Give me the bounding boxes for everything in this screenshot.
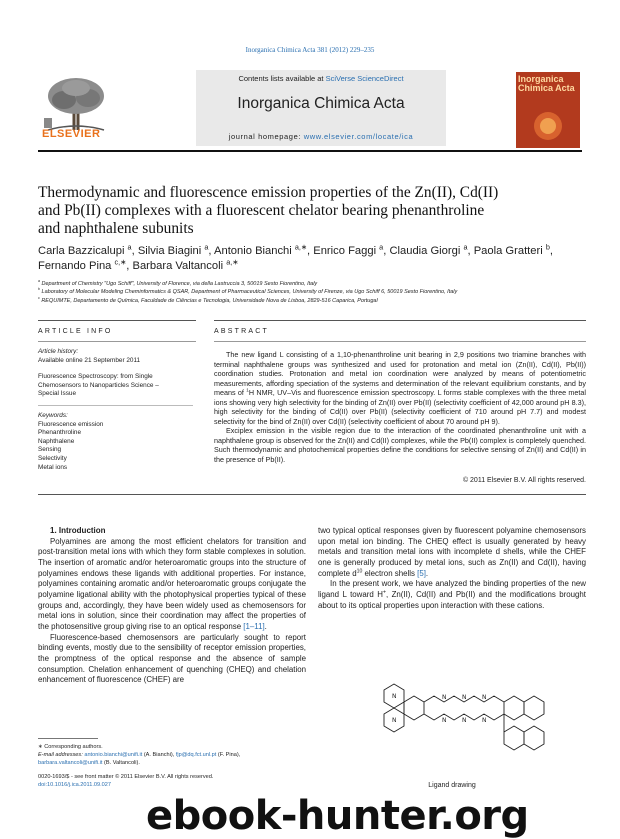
email-link[interactable]: fjp@dq.fct.unl.pt [175, 752, 217, 758]
svg-text:N: N [442, 694, 447, 701]
keyword: Phenanthroline [38, 429, 81, 437]
author[interactable]: Antonio Bianchi $^{a,∗}$ [214, 242, 308, 257]
author-list: Carla Bazzicalupi $^a$, Silvia Biagini $^a$, Antonio Bianchi $^{a,∗}$, Enrico Faggi $^a$, Claudia Giorgi $^a$, Paola Gratteri $^b$, Fernando Pina $^{c,∗}$, Barbara Valtancoli $^{a,∗}$ [38, 242, 553, 272]
abstract-paragraph: The new ligand L consisting of a 1,10-phenanthroline unit bearing in 2,9 positions two triamine branches with terminal naphthalene groups was synthesized and used for protonation and metal ion (Zn(II), Cd(II), Pb(II)) coordination studies. Protonation and metal ion coordination were analyzed by means of potentiometric measurements, affording speciation of the systems and determination of the relevant equilibrium constants, and by means of $^1$H NMR, UV–Vis and fluorescence emission spectroscopy. L forms stable complexes with the three metal ions showing very high selectivity for the binding of Zn(II) over Pb(II) (selectivity coefficient of 42,000 around pH 8.3), high selectivity for the binding of Cd(II) over Pb(II) (selectivity coefficient of 710 around pH 7.7) and modest selectivity for the bind of Zn(II) over Cd(II) (selectivity coefficient of about 70 around pH 9). [214, 350, 586, 426]
affiliation: $^a$ Department of Chemistry "Ugo Schiff", University of Florence, via della Lastruccia 3, 50019 Sesto Fiorentino, Italy [38, 279, 318, 287]
cover-art-icon [524, 108, 572, 144]
svg-text:N: N [462, 694, 467, 701]
body-paragraph: In the present work, we have analyzed the binding properties of the new ligand L toward H+, Zn(II), Cd(II) and Pb(II) and the modifications brought about to its optical properties upon interaction with these cations. [318, 579, 586, 610]
ligand-structure-drawing [370, 658, 550, 773]
email-line: barbara.valtancoli@unifi.it (B. Valtancoli). [38, 760, 140, 766]
article-info-heading: ARTICLE INFO [38, 328, 113, 335]
cover-title: Inorganica Chimica Acta [518, 74, 575, 93]
svg-text:N: N [442, 717, 447, 724]
footnote-rule [38, 738, 98, 739]
drawing-caption: Ligand drawing [428, 782, 476, 789]
article-title [38, 184, 578, 238]
divider [214, 320, 586, 321]
author[interactable]: Barbara Valtancoli $^{a,∗}$ [132, 257, 239, 272]
keyword: Selectivity [38, 454, 67, 462]
keywords-label: Keywords: [38, 411, 68, 419]
author[interactable]: Enrico Faggi $^a$ [313, 242, 384, 257]
author[interactable]: Paola Gratteri $^b$ [473, 242, 550, 257]
issn-line: 0020-1693/$ - see front matter © 2011 Elsevier B.V. All rights reserved. [38, 774, 214, 780]
svg-text:N: N [462, 717, 467, 724]
title-line-1: Thermodynamic and fluorescence emission properties of the Zn(II), Cd(II) [38, 184, 499, 201]
watermark-text: ebook-hunter.org [146, 793, 529, 839]
abstract-paragraph: Exciplex emission in the visible region due to the interaction of the coordinated phenanthroline unit with a naphthalene group is observed for the Zn(II) and Cd(II) complexes, while the Pb(II) complex is completely quenched. Such thermodynamic and photochemical properties define the conditions for selective sensing of Zn(II) and Cd(II) in the presence of Pb(II). [214, 426, 586, 465]
special-issue-line: Fluorescence Spectroscopy: from Single [38, 373, 153, 381]
divider [38, 341, 196, 342]
email-link[interactable]: antonio.bianchi@unifi.it [84, 752, 143, 758]
title-line-2: and Pb(II) complexes with a fluorescent chelator bearing phenanthroline [38, 202, 485, 219]
keyword: Naphthalene [38, 437, 75, 445]
svg-text:N: N [392, 693, 397, 700]
reference-link[interactable]: [1–11] [243, 621, 265, 631]
journal-masthead [196, 70, 446, 146]
homepage-prefix: journal homepage: [228, 132, 304, 141]
email-line: E-mail addresses: antonio.bianchi@unifi.it (A. Bianchi), fjp@dq.fct.unl.pt (F. Pina), [38, 752, 241, 758]
journal-cover-image [516, 72, 580, 148]
author[interactable]: Silvia Biagini $^a$ [137, 242, 209, 257]
keyword: Fluorescence emission [38, 420, 104, 428]
publisher-name: ELSEVIER [42, 128, 101, 140]
journal-citation[interactable]: Inorganica Chimica Acta 381 (2012) 229–235 [245, 46, 375, 54]
keyword: Metal ions [38, 463, 68, 471]
section-title: 1. Introduction [50, 526, 106, 535]
title-line-3: and naphthalene subunits [38, 220, 194, 237]
divider [38, 494, 586, 495]
body-column-right [318, 526, 586, 611]
keyword: Sensing [38, 446, 62, 454]
special-issue-line: Chemosensors to Nanoparticles Science – [38, 381, 159, 389]
abstract-heading: ABSTRACT [214, 328, 269, 335]
body-paragraph: two typical optical responses given by fluorescent polyamine chemosensors upon metal ion binding. The CHEQ effect is usually generated by heavy metals and transition metal ions with incomplete d shells, while the CHEF one is generally produced by metal ions, such as Zn(II) and Cd(II), having complete $d^{10}$ electron shells [5]. [318, 526, 586, 578]
body-column-left [38, 526, 306, 686]
homepage-link[interactable]: www.elsevier.com/locate/ica [303, 132, 414, 141]
email-link[interactable]: barbara.valtancoli@unifi.it [38, 760, 103, 766]
affiliations [38, 280, 583, 305]
doi-link[interactable]: doi:10.1016/j.ica.2011.09.027 [38, 782, 111, 788]
svg-text:N: N [482, 717, 487, 724]
affiliation: $^b$ Laboratory of Molecular Modeling Cheminformatics & QSAR, Department of Pharmaceutical Sciences, University of Firenze, via Ugo Schiff 6, 50019 Sesto Fiorentino, Italy [38, 287, 458, 296]
svg-text:N: N [392, 717, 397, 724]
abstract-text [214, 350, 586, 465]
author[interactable]: Claudia Giorgi $^a$ [389, 242, 468, 257]
history-value: Available online 21 September 2011 [38, 356, 141, 364]
author[interactable]: Fernando Pina $^{c,∗}$ [38, 257, 127, 272]
copyright: © 2011 Elsevier B.V. All rights reserved. [462, 477, 586, 484]
affiliation: $^c$ REQUIMTE, Departamento de Química, Faculdade de Ciências e Tecnologia, Universidade Nova de Lisboa, 2829-516 Caparica, Portugal [38, 295, 378, 304]
contents-prefix: Contents lists available at [238, 74, 326, 83]
history-label: Article history: [38, 348, 79, 355]
corresponding-note: ∗ Corresponding authors. [38, 744, 103, 750]
article-info [38, 348, 193, 472]
footnotes [38, 743, 306, 767]
body-paragraph: Fluorescence-based chemosensors are particularly sought to report binding events, mostly due to the sensibility of receptor emission properties, the promptness of the optical response and the absence of sample consumption. Chelation enhancement of quenching (CHEQ) and chelation enhancement of fluorescence (CHEF) are [38, 632, 306, 685]
special-issue-line: Special Issue [38, 390, 77, 398]
journal-banner [38, 66, 582, 152]
contents-line [196, 74, 446, 83]
reference-link[interactable]: [5] [417, 568, 426, 578]
body-paragraph: Polyamines are among the most efficient chelators for transition and post-transition metal ions with which they form stable complexes in solution. The insertion of aromatic and/or heteroaromatic groups into the structure of polyamines endows these ligands with additional properties. For instance, polyamines containing aromatic and/or heteroaromatic groups conjugate the polyamine ligational ability with the photophysical properties typical of these groups and, accordingly, they have been widely used as chemosensors for metal ions in solution, since their coordination may affect the properties of the photosensitive group giving rise to an optical response [1–11]. [38, 536, 306, 631]
divider [38, 320, 196, 321]
sciencedirect-link[interactable]: SciVerse ScienceDirect [325, 74, 404, 83]
divider [214, 341, 586, 342]
author[interactable]: Carla Bazzicalupi $^a$ [38, 242, 132, 257]
front-matter [38, 773, 306, 789]
homepage-line [196, 132, 446, 141]
divider [38, 405, 193, 406]
journal-name: Inorganica Chimica Acta [237, 95, 405, 112]
svg-text:N: N [482, 694, 487, 701]
